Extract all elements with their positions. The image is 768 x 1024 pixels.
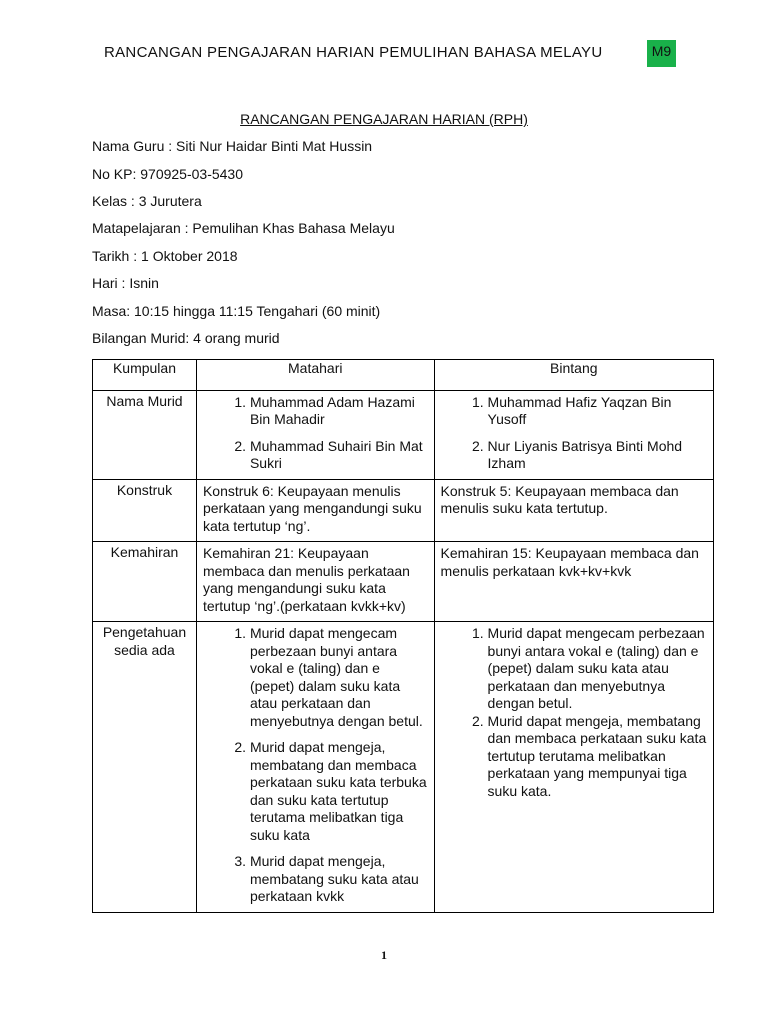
list-item: 2. Murid dapat mengeja, membatang dan membaca perkataan suku kata terbuka dan suku kata tertutup terutama melibatkan tiga suku kata [250,739,428,844]
page-number: 1 [381,948,387,962]
header-bintang: Bintang [434,360,713,391]
header-kumpulan: Kumpulan [93,360,197,391]
cell-pengetahuan-matahari [196,622,434,913]
info-no-kp: No KP: 970925-03-5430 [92,166,243,182]
label-kemahiran: Kemahiran [93,542,197,622]
info-matapelajaran: Matapelajaran : Pemulihan Khas Bahasa Melayu [92,220,395,236]
cell-nama-murid-matahari [196,390,434,479]
list-item: 2. Murid dapat mengeja, membatang dan membaca perkataan suku kata tertutup terutama melibatkan perkataan yang mempunyai tiga suku kata. [488,713,707,801]
list-item: 1. Muhammad Hafiz Yaqzan Bin Yusoff [488,394,707,429]
table-header-row [93,360,714,391]
page-header-title: RANCANGAN PENGAJARAN HARIAN PEMULIHAN BAHASA MELAYU [104,44,603,61]
lesson-plan-table [92,359,714,913]
cell-konstruk-bintang: Konstruk 5: Keupayaan membaca dan menulis suku kata tertutup. [434,479,713,542]
label-pengetahuan: Pengetahuan sedia ada [93,622,197,913]
row-pengetahuan [93,622,714,913]
list-item: 2. Muhammad Suhairi Bin Mat Sukri [250,438,428,473]
label-nama-murid: Nama Murid [93,390,197,479]
info-nama-guru: Nama Guru : Siti Nur Haidar Binti Mat Hussin [92,138,373,154]
cell-kemahiran-matahari: Kemahiran 21: Keupayaan membaca dan menulis perkataan yang mengandungi suku kata tertutup ‘ng’.(perkataan kvkk+kv) [196,542,434,622]
cell-nama-murid-bintang [434,390,713,479]
module-badge: M9 [647,40,676,67]
label-konstruk: Konstruk [93,479,197,542]
header-matahari: Matahari [196,360,434,391]
list-item: 2. Nur Liyanis Batrisya Binti Mohd Izham [488,438,707,473]
row-nama-murid [93,390,714,479]
cell-kemahiran-bintang: Kemahiran 15: Keupayaan membaca dan menulis perkataan kvk+kv+kvk [434,542,713,622]
info-tarikh: Tarikh : 1 Oktober 2018 [92,248,238,264]
document-title: RANCANGAN PENGAJARAN HARIAN (RPH) [240,111,528,127]
info-bilangan-murid: Bilangan Murid: 4 orang murid [92,330,280,346]
info-masa: Masa: 10:15 hingga 11:15 Tengahari (60 minit) [92,303,381,319]
list-item: 3. Murid dapat mengeja, membatang suku kata atau perkataan kvkk [250,853,428,906]
cell-pengetahuan-bintang [434,622,713,913]
cell-konstruk-matahari: Konstruk 6: Keupayaan menulis perkataan yang mengandungi suku kata tertutup ‘ng’. [196,479,434,542]
row-konstruk [93,479,714,542]
list-item: 1. Muhammad Adam Hazami Bin Mahadir [250,394,428,429]
row-kemahiran [93,542,714,622]
list-item: 1. Murid dapat mengecam perbezaan bunyi antara vokal e (taling) dan e (pepet) dalam suku kata atau perkataan dan menyebutnya dengan betul. [250,625,428,730]
info-kelas: Kelas : 3 Jurutera [92,193,202,209]
info-hari: Hari : Isnin [92,275,159,291]
list-item: 1. Murid dapat mengecam perbezaan bunyi antara vokal e (taling) dan e (pepet) dalam suku kata atau perkataan dan menyebutnya dengan betul. [488,625,707,713]
